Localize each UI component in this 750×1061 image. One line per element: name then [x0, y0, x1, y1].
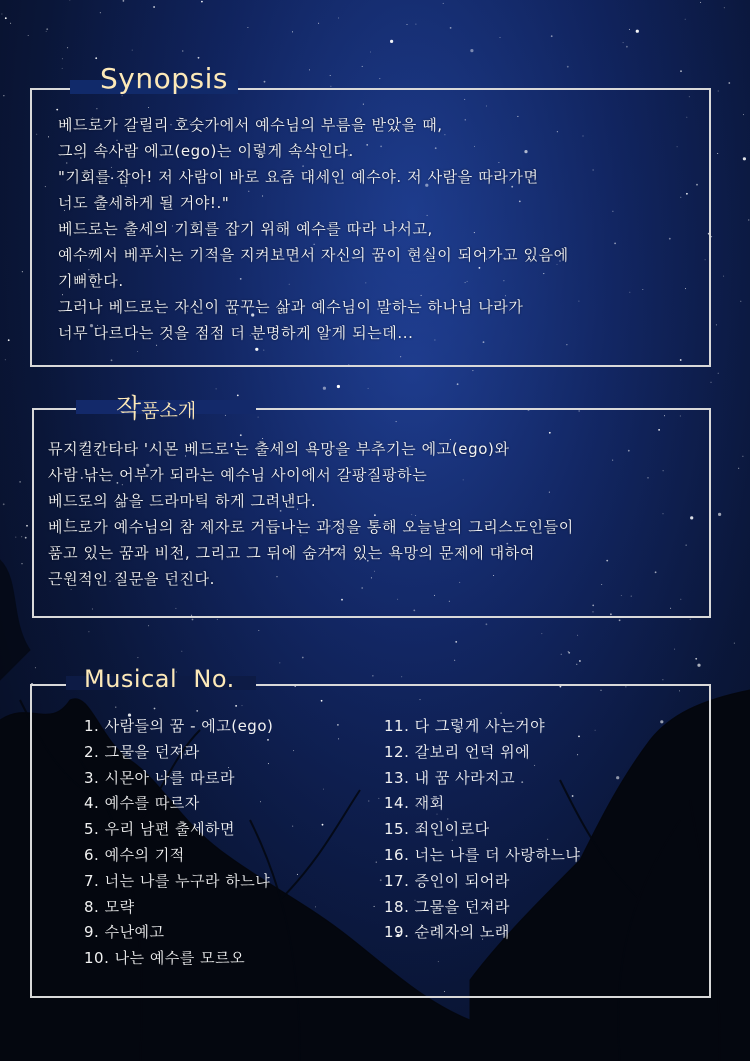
star: [201, 1, 203, 3]
star: [258, 630, 259, 631]
star: [1, 14, 2, 15]
star: [541, 633, 542, 634]
star: [561, 654, 562, 655]
star: [567, 66, 569, 68]
star: [237, 395, 239, 397]
star: [454, 660, 455, 661]
song-item: 14. 재회: [384, 794, 445, 813]
intro-text: [48, 436, 574, 592]
star: [734, 643, 735, 644]
star: [25, 537, 27, 539]
star: [401, 676, 402, 677]
synopsis-line: 그러나 베드로는 자신이 꿈꾸는 삶과 예수님이 말하는 하나님 나라가: [58, 298, 524, 316]
song-item: 15. 죄인이로다: [384, 820, 490, 839]
star: [192, 619, 194, 621]
star: [457, 383, 459, 385]
song-item: 10. 나는 예수를 모르오: [84, 949, 246, 968]
star: [46, 31, 47, 32]
song-item: 2. 그물을 던져라: [84, 742, 200, 761]
star: [500, 37, 501, 38]
star: [217, 619, 218, 620]
star: [309, 69, 310, 70]
star: [22, 563, 23, 564]
intro-line: 근원적인 질문을 던진다.: [48, 570, 216, 588]
synopsis-line: 베드로는 출세의 기회를 잡기 위해 예수를 따라 나서고,: [58, 220, 433, 238]
intro-line: 베드로의 삶을 드라마틱 하게 그려낸다.: [48, 492, 317, 510]
star: [323, 387, 326, 390]
star: [292, 31, 293, 32]
star: [182, 51, 183, 52]
song-list-right: [384, 714, 580, 946]
star: [662, 679, 663, 680]
synopsis-line: 그의 속사람 에고(ego)는 이렇게 속삭인다.: [58, 142, 354, 160]
star: [742, 456, 743, 457]
star: [723, 276, 724, 277]
star: [450, 27, 452, 29]
star: [362, 66, 363, 67]
synopsis-line: "기회를 잡아! 저 사람이 바로 요즘 대세인 예수야. 저 사람을 따라가면: [58, 168, 539, 186]
star: [626, 46, 628, 48]
star: [700, 2, 701, 3]
song-item: 9. 수난예고: [84, 923, 165, 942]
intro-title: [102, 388, 210, 425]
star: [302, 657, 304, 659]
star: [718, 513, 721, 516]
star: [636, 30, 639, 33]
star: [579, 660, 581, 662]
synopsis-title: Synopsis: [100, 62, 228, 95]
intro-title-big: 작: [116, 394, 142, 424]
star: [28, 35, 29, 36]
star: [100, 12, 101, 13]
star: [711, 382, 712, 383]
song-item: 18. 그물을 던져라: [384, 897, 510, 916]
synopsis-line: 너도 출세하게 될 거야!.": [58, 194, 230, 212]
star: [279, 662, 280, 663]
song-item: 8. 모략: [84, 897, 135, 916]
star: [368, 388, 369, 389]
star: [711, 236, 712, 237]
star: [619, 619, 621, 621]
star: [717, 153, 718, 154]
star: [22, 271, 23, 272]
intro-line: 베드로가 예수님의 참 제자로 거듭나는 과정을 통해 오늘날의 그리스도인들이: [48, 518, 574, 536]
star: [680, 70, 682, 72]
star: [19, 481, 21, 483]
star: [181, 651, 182, 652]
star: [216, 388, 217, 389]
song-item: 17. 증인이 되어라: [384, 871, 510, 890]
star: [330, 75, 331, 76]
star: [148, 625, 149, 626]
star: [551, 35, 553, 37]
star: [338, 18, 339, 19]
star: [88, 631, 89, 632]
star: [46, 28, 48, 30]
star: [738, 468, 739, 469]
song-item: 4. 예수를 따르자: [84, 794, 200, 813]
star: [153, 6, 155, 8]
star: [724, 7, 725, 8]
song-item: 3. 시몬아 나를 따르라: [84, 768, 236, 787]
star: [62, 58, 63, 59]
star: [568, 651, 569, 652]
star: [15, 537, 16, 538]
synopsis-line: 너무 다르다는 것을 점점 더 분명하게 알게 되는데...: [58, 324, 414, 342]
star: [576, 664, 577, 665]
song-item: 11. 다 그렇게 사는거야: [384, 717, 546, 735]
song-item: 1. 사람들의 꿈 - 에고(ego): [84, 717, 274, 735]
star: [695, 658, 697, 660]
star: [718, 91, 719, 92]
star: [370, 52, 371, 53]
intro-line: 품고 있는 꿈과 비전, 그리고 그 뒤에 숨겨져 있는 욕망의 문제에 대하여: [48, 544, 535, 562]
musical-title: Musical No.: [84, 665, 235, 693]
star: [67, 47, 68, 48]
star: [8, 339, 10, 341]
star: [318, 23, 319, 24]
star: [3, 95, 4, 96]
star: [198, 57, 200, 59]
song-item: 16. 너는 나를 더 사랑하느냐: [384, 845, 581, 864]
song-item: 5. 우리 남편 출세하면: [84, 820, 236, 839]
star: [740, 301, 741, 302]
song-item: 12. 갈보리 언덕 위에: [384, 742, 531, 761]
song-item: 19. 순례자의 노래: [384, 923, 510, 942]
star: [390, 40, 393, 43]
star: [123, 0, 125, 2]
star: [690, 619, 691, 620]
star: [379, 78, 380, 79]
star: [35, 667, 36, 668]
star: [743, 157, 746, 160]
star: [486, 623, 488, 625]
song-item: 7. 너는 나를 누구라 하느냐: [84, 871, 271, 890]
song-item: 13. 내 꿈 사라지고: [384, 768, 516, 787]
intro-line: 사람 낚는 어부가 되라는 예수님 사이에서 갈팡질팡하는: [48, 466, 428, 484]
song-list-left: [84, 714, 273, 972]
star: [568, 652, 570, 654]
star: [26, 525, 28, 527]
star: [330, 86, 331, 87]
star: [455, 641, 457, 643]
star: [629, 29, 630, 30]
intro-line: 뮤지컬칸타타 '시몬 베드로'는 출세의 욕망을 부추기는 에고(ego)와: [48, 440, 510, 458]
star: [407, 24, 408, 25]
star: [728, 82, 730, 84]
star: [748, 220, 749, 221]
synopsis-line: 예수께서 베푸시는 기적을 지켜보면서 자신의 꿈이 현실이 되어가고 있음에: [58, 246, 569, 264]
star: [415, 24, 416, 25]
star: [21, 536, 22, 537]
star: [95, 57, 97, 59]
synopsis-line: 기뻐한다.: [58, 272, 124, 290]
star: [264, 81, 266, 83]
star: [718, 373, 719, 374]
star: [577, 635, 578, 636]
synopsis-text: [58, 112, 569, 346]
star: [10, 23, 11, 24]
star: [743, 114, 744, 115]
star: [623, 42, 624, 43]
star: [137, 657, 138, 658]
star: [716, 324, 717, 325]
intro-title-small: 품소개: [141, 400, 197, 422]
star: [5, 17, 7, 19]
star: [3, 503, 5, 505]
star: [62, 68, 63, 69]
star: [132, 50, 133, 51]
star: [247, 27, 248, 28]
star: [470, 49, 473, 52]
synopsis-line: 베드로가 갈릴리 호숫가에서 예수님의 부름을 받았을 때,: [58, 116, 443, 134]
star: [337, 385, 340, 388]
star: [697, 664, 700, 667]
star: [372, 675, 373, 676]
star: [674, 649, 675, 650]
song-item: 6. 예수의 기적: [84, 845, 185, 864]
star: [5, 359, 6, 360]
star: [443, 3, 444, 4]
star: [472, 370, 473, 371]
star: [685, 19, 686, 20]
